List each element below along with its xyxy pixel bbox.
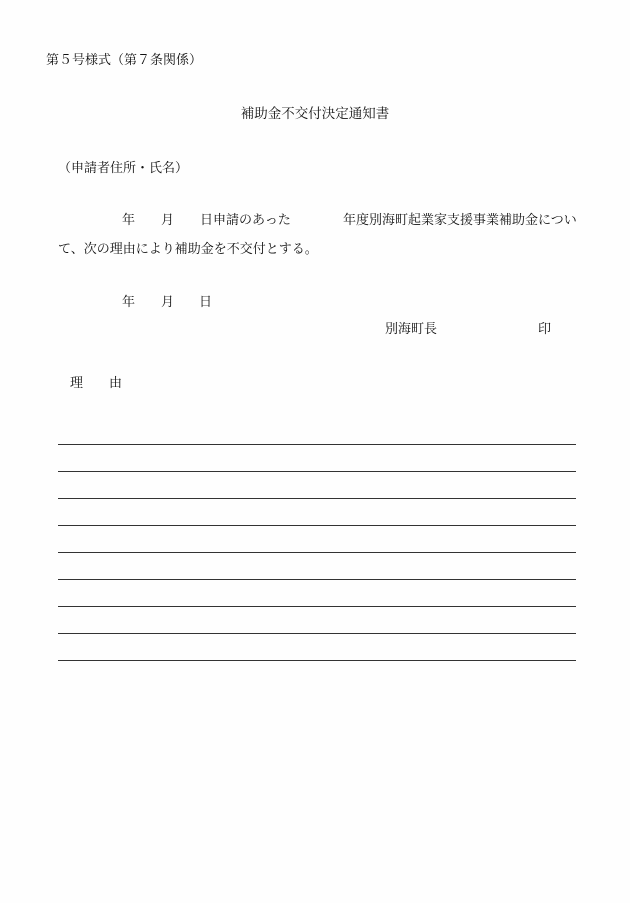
body-month-unit: 月 bbox=[161, 213, 175, 228]
document-title: 補助金不交付決定通知書 bbox=[240, 106, 390, 122]
reason-label-char2: 由 bbox=[109, 376, 123, 391]
reason-writing-line bbox=[58, 606, 576, 607]
issuer-name: 別海町長 bbox=[385, 322, 438, 337]
body-subsidy-text: 年度別海町起業家支援事業補助金につい bbox=[343, 213, 577, 228]
form-number: 第５号様式（第７条関係） bbox=[46, 53, 203, 68]
date-month-unit: 月 bbox=[161, 295, 175, 310]
reason-writing-line bbox=[58, 498, 576, 499]
date-year-unit: 年 bbox=[122, 295, 136, 310]
reason-writing-line bbox=[58, 579, 576, 580]
reason-writing-line bbox=[58, 471, 576, 472]
reason-writing-line bbox=[58, 660, 576, 661]
body-line2: て、次の理由により補助金を不交付とする。 bbox=[58, 242, 318, 257]
reason-writing-line bbox=[58, 525, 576, 526]
reason-writing-line bbox=[58, 633, 576, 634]
body-request-text: 日申請のあった bbox=[200, 213, 291, 228]
body-year-unit: 年 bbox=[122, 213, 136, 228]
reason-writing-line bbox=[58, 552, 576, 553]
date-day-unit: 日 bbox=[199, 295, 213, 310]
applicant-label: （申請者住所・氏名） bbox=[58, 161, 189, 176]
seal-mark: 印 bbox=[538, 322, 552, 337]
reason-label-char1: 理 bbox=[70, 376, 84, 391]
reason-writing-line bbox=[58, 444, 576, 445]
